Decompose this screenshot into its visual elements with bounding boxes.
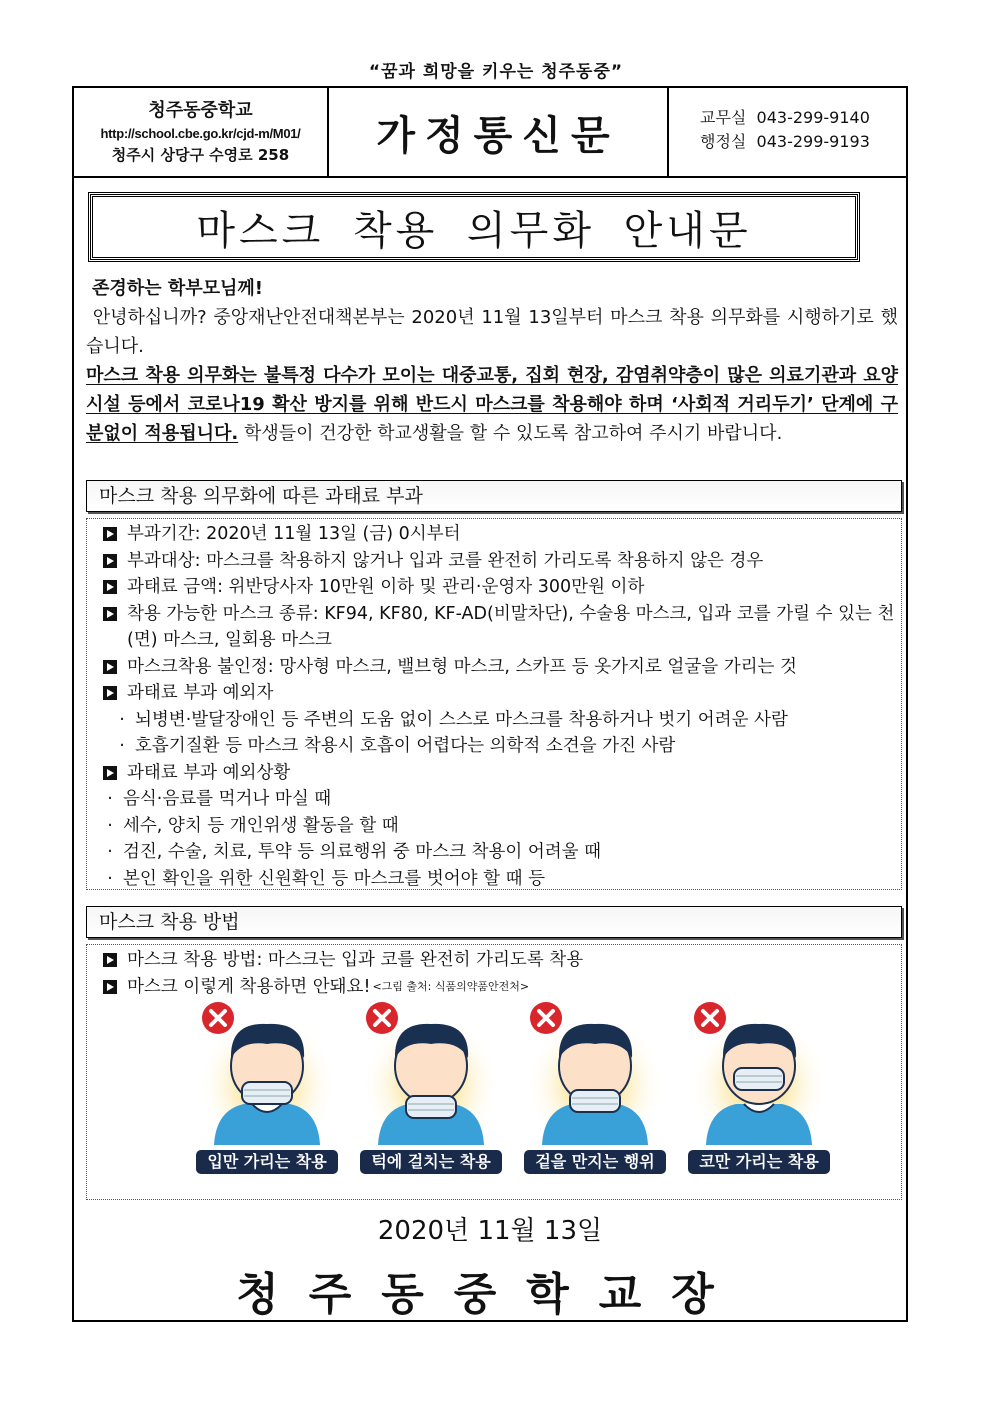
arrow-bullet-icon: [103, 980, 117, 994]
letterhead: [74, 88, 906, 178]
section-heading-fines: 마스크 착용 의무화에 따른 과태료 부과: [86, 480, 902, 512]
contact-info: [670, 106, 906, 154]
dot-bullet-icon: ·: [119, 709, 125, 730]
list-item: [87, 680, 901, 707]
school-name: 청주동중학교: [148, 100, 253, 121]
document-title-box: [88, 192, 860, 262]
list-item-text: 과태료 금액: 위반당사자 10만원 이하 및 관리·운영자 300만원 이하: [127, 577, 645, 597]
list-item: [87, 733, 901, 760]
document-title: 마스크 착용 의무화 안내문: [92, 196, 856, 258]
list-item-text: 부과대상: 마스크를 착용하지 않거나 입과 코를 완전히 가리도록 착용하지 않은 경우: [127, 550, 764, 571]
person-illustration: [194, 1000, 340, 1175]
paragraph-intro-text: 안녕하십니까? 중앙재난안전대책본부는 2020년 11월 13일부터 마스크 착용 의무화를 시행하기로 했습니다.: [86, 307, 898, 357]
arrow-bullet-icon: [103, 686, 117, 700]
dot-bullet-icon: ·: [107, 842, 113, 862]
contact-row: [700, 106, 906, 130]
person-illustration: [358, 1000, 504, 1175]
mask-illustration: [194, 1000, 834, 1175]
list-item: [87, 574, 901, 601]
school-url[interactable]: http://school.cbe.go.kr/cjd-m/M01/: [100, 126, 301, 141]
greeting: 존경하는 학부모님께!: [92, 278, 263, 299]
paragraph-mandate: [86, 361, 898, 448]
mandate-rest: 학생들이 건강한 학교생활을 할 수 있도록 참고하여 주시기 바랍니다.: [238, 423, 783, 444]
dot-bullet-icon: ·: [107, 815, 113, 836]
list-item: [87, 813, 901, 840]
arrow-bullet-icon: [103, 766, 117, 780]
newsletter-title: 가정통신문: [329, 88, 669, 176]
figure-caption: 코만 가리는 착용: [699, 1152, 819, 1171]
figure-caption: 겉을 만지는 행위: [535, 1152, 655, 1171]
figure-caption: 턱에 걸치는 착용: [371, 1152, 491, 1171]
principal-signature: 청주동중학교장: [236, 1269, 744, 1320]
issue-date: 2020년 11월 13일: [377, 1216, 603, 1246]
contact-row: [700, 130, 906, 154]
school-info: [74, 88, 329, 176]
person-illustration: [686, 1000, 832, 1175]
list-item: [87, 548, 901, 575]
contact-phone: 043-299-9193: [756, 132, 870, 151]
list-item-text: 착용 가능한 마스크 종류: KF94, KF80, KF-AD(비말차단), 수술용 마스크, 입과 코를 가릴 수 있는 천(면) 마스크, 일회용 마스크: [127, 603, 895, 650]
dot-bullet-icon: ·: [107, 868, 113, 889]
person-illustration: [522, 1000, 668, 1175]
arrow-bullet-icon: [103, 554, 117, 568]
notice-frame: [72, 86, 908, 1322]
list-item: [87, 786, 901, 813]
list-item: [87, 839, 901, 866]
figure-caption: 입만 가리는 착용: [207, 1152, 327, 1171]
arrow-bullet-icon: [103, 660, 117, 674]
image-source: <그림 출처: 식품의약품안전처>: [372, 979, 530, 993]
list-item-text: 본인 확인을 위한 신원확인 등 마스크를 벗어야 할 때 등: [123, 868, 545, 889]
list-item-text: 호흡기질환 등 마스크 착용시 호흡이 어렵다는 의학적 소견을 가진 사람: [135, 736, 676, 756]
wrong-mask-figure: [522, 1000, 668, 1175]
school-motto: “꿈과 희망을 키우는 청주동중”: [368, 62, 624, 82]
list-item-text: 뇌병변·발달장애인 등 주변의 도움 없이 스스로 마스크를 착용하거나 벗기 어려운 사람: [135, 709, 788, 730]
wrong-mask-figure: [194, 1000, 340, 1175]
wrong-mask-figure: [358, 1000, 504, 1175]
list-item: [87, 654, 901, 681]
dot-bullet-icon: ·: [119, 736, 125, 756]
paragraph-intro: [86, 303, 898, 361]
contact-phone: 043-299-9140: [756, 108, 870, 127]
contact-label: 행정실: [700, 132, 747, 151]
arrow-bullet-icon: [103, 953, 117, 967]
school-address: 청주시 상당구 수영로 258: [111, 146, 290, 164]
list-item-text: 과태료 부과 예외자: [127, 683, 274, 703]
list-item-text: 세수, 양치 등 개인위생 활동을 할 때: [123, 815, 399, 836]
list-item: [87, 760, 901, 787]
wrong-mask-figure: [686, 1000, 832, 1175]
contact-label: 교무실: [700, 108, 747, 127]
list-item: [87, 974, 901, 1001]
list-item: [87, 707, 901, 734]
list-item-text: 검진, 수술, 치료, 투약 등 의료행위 중 마스크 착용이 어려울 때: [123, 842, 602, 862]
arrow-bullet-icon: [103, 607, 117, 621]
list-item: [87, 601, 901, 654]
howto-text: 마스크 착용 방법: 마스크는 입과 코를 완전히 가리도록 착용: [127, 950, 584, 970]
list-item: [87, 521, 901, 548]
arrow-bullet-icon: [103, 580, 117, 594]
section-heading-howto: 마스크 착용 방법: [86, 906, 902, 938]
fines-list: [86, 518, 902, 890]
arrow-bullet-icon: [103, 527, 117, 541]
list-item-text: 부과기간: 2020년 11월 13일 (금) 0시부터: [127, 524, 461, 544]
letter-body: [86, 274, 898, 448]
list-item: [87, 947, 901, 974]
list-item-text: 마스크착용 불인정: 망사형 마스크, 밸브형 마스크, 스카프 등 옷가지로 얼굴을 가리는 것: [127, 656, 797, 677]
list-item-text: 과태료 부과 예외상황: [127, 762, 291, 783]
mandate-emphasis: 마스크 착용 의무화는 불특정 다수가 모이는 대중교통, 집회 현장, 감염취약층이 많은 의료기관과 요양시설 등에서 코로나19 확산 방지를 위해 반드시 마스크를 착용해야 하며 ‘사회적 거리두기’ 단계에 구분없이 적용됩니다.: [86, 365, 898, 444]
warning-text: 마스크 이렇게 착용하면 안돼요!: [127, 976, 371, 997]
list-item: [87, 866, 901, 893]
list-item-text: 음식·음료를 먹거나 마실 때: [123, 789, 332, 809]
dot-bullet-icon: ·: [107, 789, 113, 809]
